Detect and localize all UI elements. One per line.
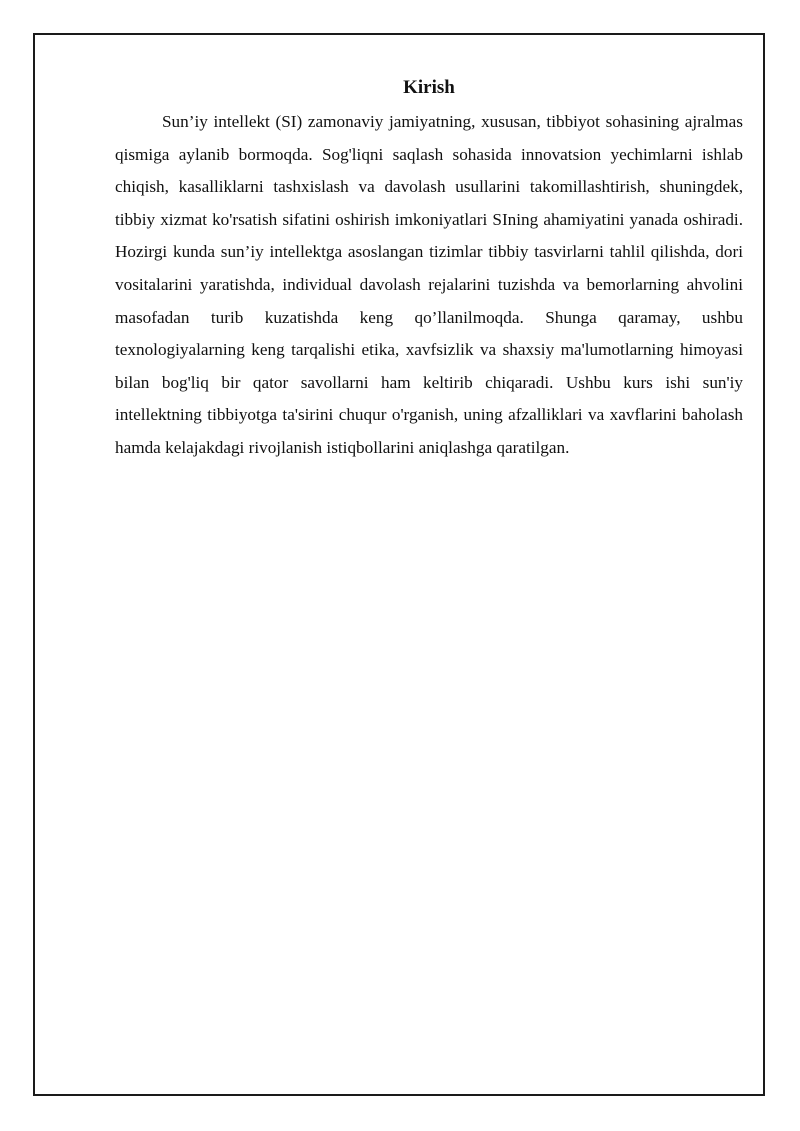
document-body — [115, 74, 743, 465]
section-heading: Kirish — [403, 77, 455, 98]
intro-paragraph: Sun’iy intellekt (SI) zamonaviy jamiyatning, xususan, tibbiyot sohasining ajralmas qismiga aylanib bormoqda. Sog'liqni saqlash sohasida innovatsion yechimlarni ishlab chiqish, kasalliklarni tashxislash va davolash usullarini takomillashtirish, shuningdek, tibbiy xizmat ko'rsatish sifatini oshirish imkoniyatlari SIning ahamiyatini yanada oshiradi. Hozirgi kunda sun’iy intellektga asoslangan tizimlar tibbiy tasvirlarni tahlil qilishda, dori vositalarini yaratishda, individual davolash rejalarini tuzishda va bemorlarning ahvolini masofadan turib kuzatishda keng qo’llanilmoqda. Shunga qaramay, ushbu texnologiyalarning keng tarqalishi etika, xavfsizlik va shaxsiy ma'lumotlarning himoyasi bilan bog'liq bir qator savollarni ham keltirib chiqaradi. Ushbu kurs ishi sun'iy intellektning tibbiyotga ta'sirini chuqur o'rganish, uning afzalliklari va xavflarini baholash hamda kelajakdagi rivojlanish istiqbollarini aniqlashga qaratilgan. — [115, 112, 743, 457]
